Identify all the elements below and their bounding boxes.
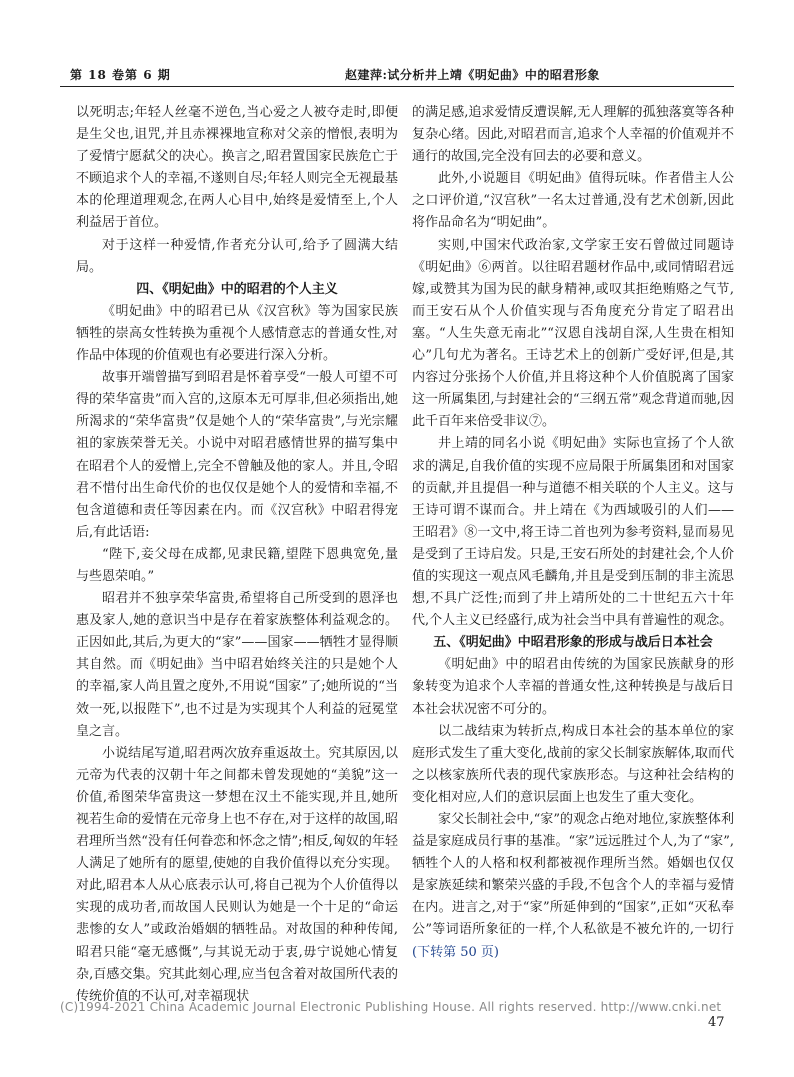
paragraph: 此外,小说题目《明妃曲》值得玩味。作者借主人公之口评价道,“汉宫秋”一名太过普通,没有艺术创新,因此将作品命名为“明妃曲”。 xyxy=(412,171,734,231)
page-number: 47 xyxy=(708,1015,725,1030)
paragraph: 对于这样一种爱情,作者充分认可,给予了圆满大结局。 xyxy=(76,237,398,275)
quotation: “陛下,妾父母在成都,见隶民籍,望陛下恩典宽免,量与些恩荣咱。” xyxy=(76,546,398,584)
section-heading: 四、《明妃曲》中的昭君的个人主义 xyxy=(136,281,338,297)
paragraph-text: 家父长制社会中,“家”的观念占绝对地位,家族整体利益是家庭成员行事的基准。“家”远远胜过个人,为了“家”,牺牲个人的人格和权利都被视作理所当然。婚姻也仅仅是家族延续和繁荣兴盛的手段,不包含个人的幸福与爱情在内。进言之,对于“家”所延伸到的“国家”,正如“灭私奉公”等词语所象征的一样,个人私欲是不被允许的,一切行 xyxy=(412,812,734,938)
continued-note: (下转第 50 页) xyxy=(412,944,499,960)
left-column xyxy=(76,102,398,1008)
paragraph: 《明妃曲》中的昭君由传统的为国家民族献身的形象转变为追求个人幸福的普通女性,这种转换是与战后日本社会状况密不可分的。 xyxy=(412,657,734,717)
paragraph: 《明妃曲》中的昭君已从《汉宫秋》等为国家民族牺牲的崇高女性转换为重视个人感情意志的普通女性,对作品中体现的价值观也有必要进行深入分析。 xyxy=(76,303,398,364)
paragraph: 故事开端曾描写到昭君是怀着享受“一般人可望不可得的荣华富贵”而入宫的,这原本无可厚非,但必须指出,她所渴求的“荣华富贵”仅是她个人的“荣华富贵”,与光宗耀祖的家族荣誉无关。小说中对昭君感情世界的描写集中在昭君个人的爱憎上,完全不曾触及他的家人。并且,令昭君不惜付出生命代价的也仅仅是她个人的爱情和幸福,不包含道德和责任等因素在内。而《汉宫秋》中昭君得宠后,有此话语: xyxy=(76,370,398,540)
paragraph xyxy=(412,809,734,964)
journal-volume: 第 18 卷第 6 期 xyxy=(70,68,171,82)
copyright-watermark: (C)1994-2021 China Academic Journal Electronic Publishing House. All rights reserved. http://www.cnki.net xyxy=(60,1000,722,1014)
section-heading: 五、《明妃曲》中昭君形象的形成与战后日本社会 xyxy=(433,635,713,651)
running-title: 赵建萍:试分析井上靖《明妃曲》中的昭君形象 xyxy=(345,68,600,82)
page-header xyxy=(60,64,734,87)
paragraph: 的满足感,追求爱情反遭误解,无人理解的孤独落寞等各种复杂心绪。因此,对昭君而言,追求个人幸福的价值观并不通行的故国,完全没有回去的必要和意义。 xyxy=(412,105,734,165)
paragraph: 以二战结束为转折点,构成日本社会的基本单位的家庭形式发生了重大变化,战前的家父长制家族解体,取而代之以核家族所代表的现代家族形态。与这种社会结构的变化相对应,人们的意识层面上也发生了重大变化。 xyxy=(412,723,734,805)
paragraph: 小说结尾写道,昭君两次放弃重返故土。究其原因,以元帝为代表的汉朝十年之间都未曾发现她的“美貌”这一价值,希图荣华富贵这一梦想在汉土不能实现,并且,她所视若生命的爱情在元帝身上也不存在,对于这样的故国,昭君理所当然“没有任何眷恋和怀念之情”;相反,匈奴的年轻人满足了她所有的愿望,使她的自我价值得以充分实现。对此,昭君本人从心底表示认可,将自己视为个人价值得以实现的成功者,而故国人民则认为她是一个十足的“命运悲惨的女人”或政治婚姻的牺牲品。对故国的种种传闻,昭君只能“毫无感慨”,与其说无动于衷,毋宁说她心情复杂,百感交集。究其此刻心理,应当包含着对故国所代表的传统价值的不认可,对幸福现状 xyxy=(76,745,398,1004)
paragraph: 井上靖的同名小说《明妃曲》实际也宣扬了个人欲求的满足,自我价值的实现不应局限于所属集团和对国家的贡献,并且提倡一种与道德不相关联的个人主义。这与王诗可谓不谋而合。井上靖在《为西域吸引的人们——王昭君》⑧一文中,将王诗二首也列为参考资料,显而易见是受到了王诗启发。只是,王安石所处的封建社会,个人价值的实现这一观点风毛麟角,并且是受到压制的非主流思想,不具广泛性;而到了井上靖所处的二十世纪五六十年代,个人主义已经盛行,成为社会当中具有普遍性的观念。 xyxy=(412,436,734,629)
paragraph: 以死明志;年轻人丝毫不逆色,当心爱之人被夺走时,即便是生父也,诅咒,并且赤裸裸地宣称对父亲的憎恨,表明为了爱情宁愿弑父的决心。换言之,昭君置国家民族危亡于不顾追求个人的幸福,不遂则自尽;年轻人则完全无视最基本的伦理道理观念,在两人心目中,始终是爱情至上,个人利益居于首位。 xyxy=(76,105,398,231)
right-column xyxy=(412,102,734,964)
paragraph: 昭君并不独享荣华富贵,希望将自己所受到的恩泽也惠及家人,她的意识当中是存在着家族整体利益观念的。正因如此,其后,为更大的“家”——国家——牺牲才显得顺其自然。而《明妃曲》当中昭君始终关注的只是她个人的幸福,家人尚且置之度外,不用说“国家”了;她所说的“当效一死,以报陛下”,也不过是为实现其个人利益的冠冕堂皇之言。 xyxy=(76,591,398,739)
paragraph: 实则,中国宋代政治家,文学家王安石曾做过同题诗《明妃曲》⑥两首。以往昭君题材作品中,或同情昭君远嫁,或赞其为国为民的献身精神,或叹其拒绝贿赂之气节,而王安石从个人价值实现与否角度充分肯定了昭君出塞。“人生失意无南北”“汉恩自浅胡自深,人生贵在相知心”几句尤为著名。王诗艺术上的创新广受好评,但是,其内容过分张扬个人价值,并且将这种个人价值脱离了国家这一所属集团,与封建社会的“三纲五常”观念背道而驰,因此千百年来倍受非议⑦。 xyxy=(412,237,734,430)
